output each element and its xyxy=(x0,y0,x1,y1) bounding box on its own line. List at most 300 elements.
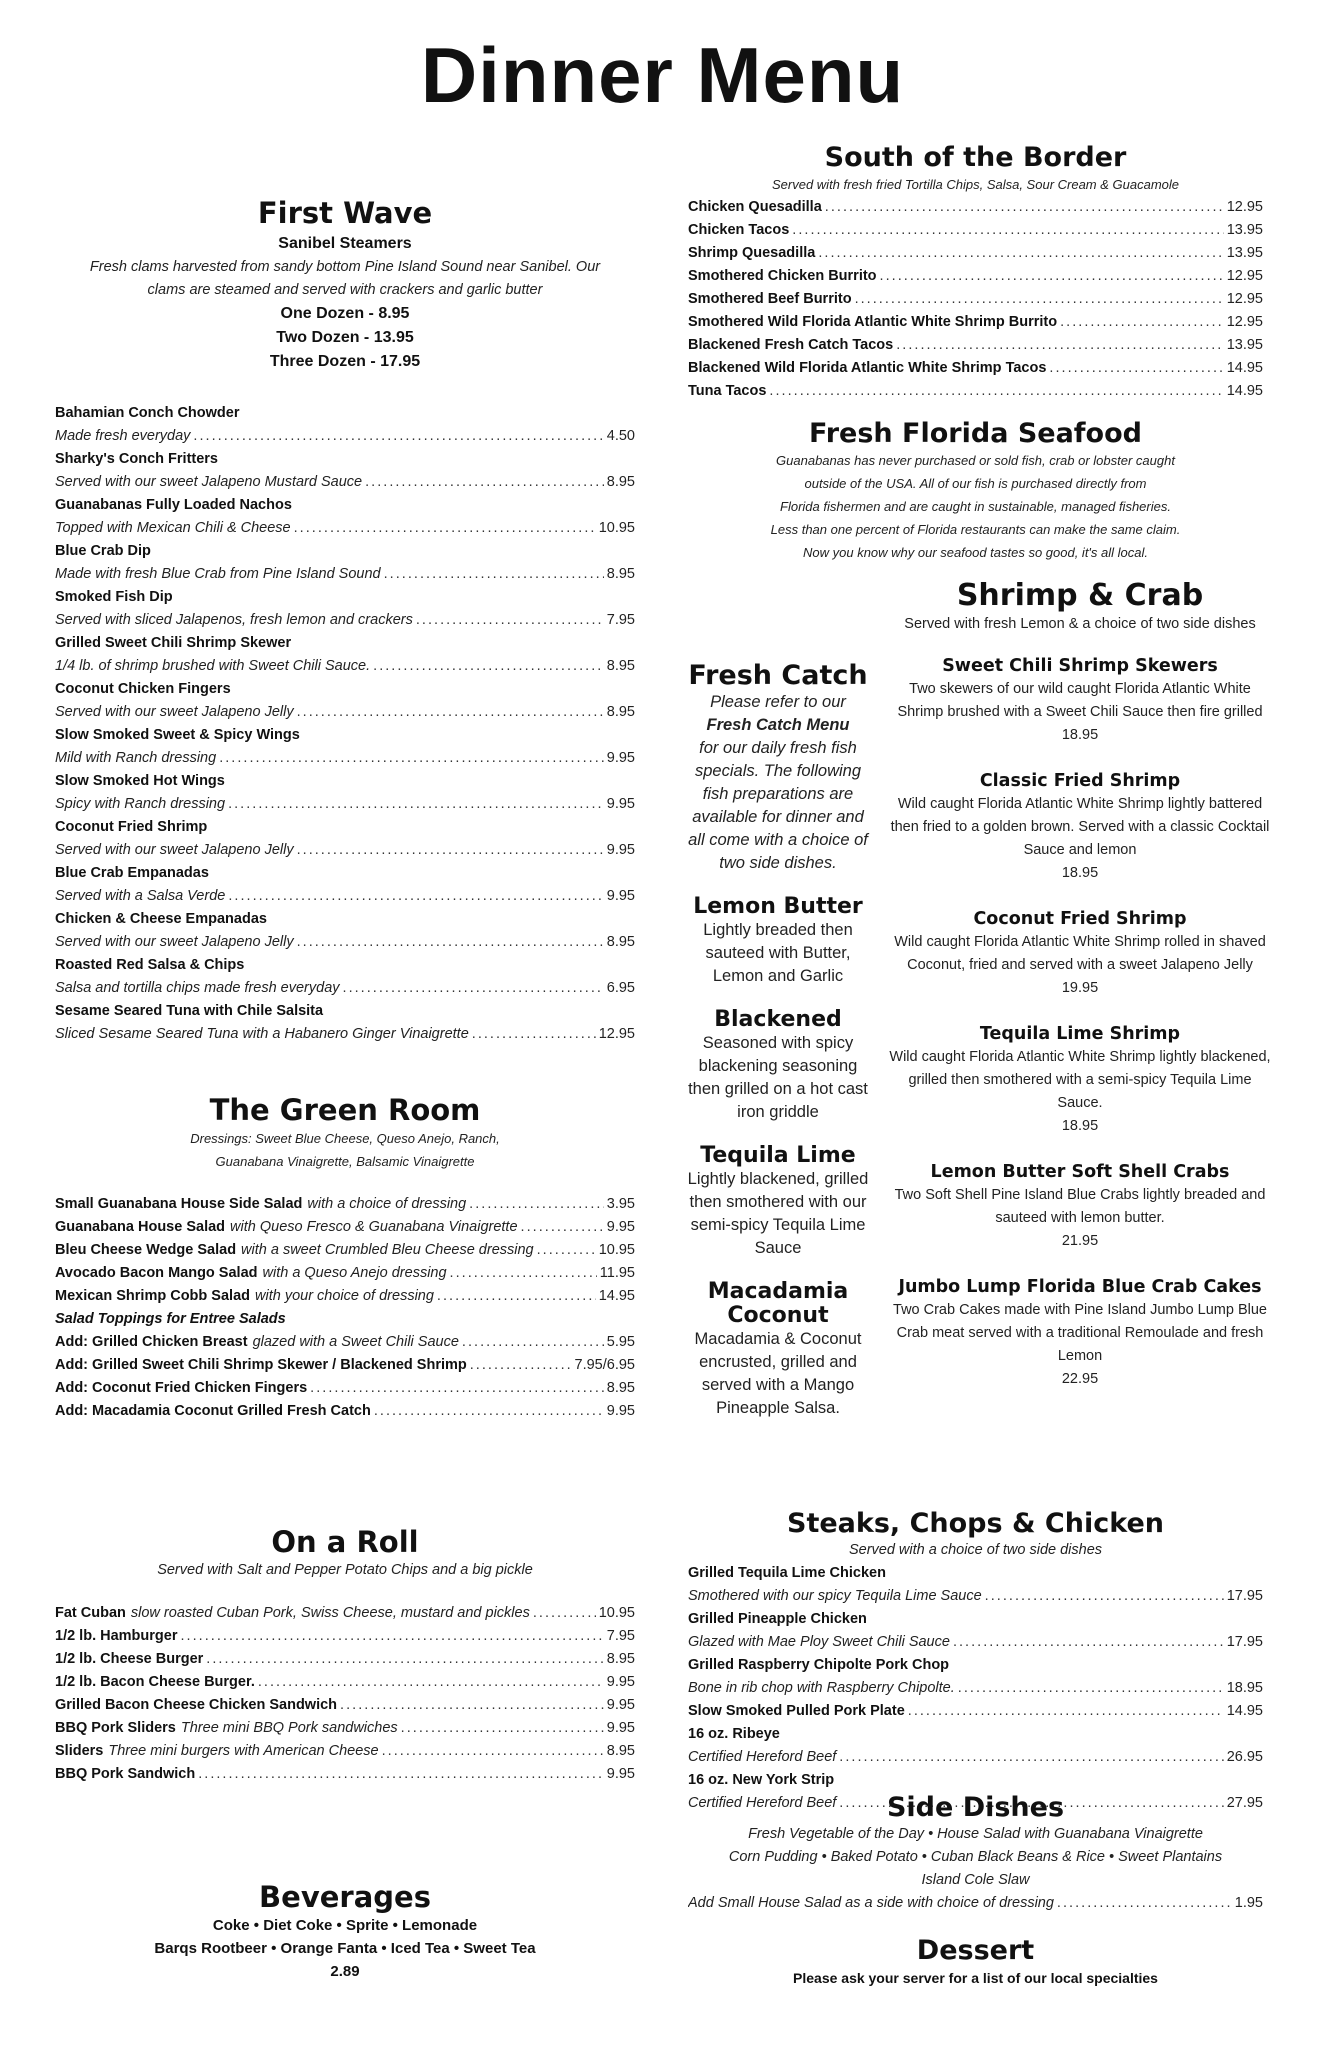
menu-item-row xyxy=(55,885,635,908)
menu-item-price: 11.95 xyxy=(599,1265,635,1281)
menu-item-name: Grilled Sweet Chili Shrimp Skewer xyxy=(55,635,292,651)
menu-item-name: Fat Cuban xyxy=(55,1605,126,1621)
menu-item-row xyxy=(55,655,635,678)
menu-item-row xyxy=(688,1746,1263,1769)
menu-item-row xyxy=(688,288,1263,311)
shrimp-crab-section xyxy=(885,578,1275,1413)
menu-item-desc: with a choice of dressing xyxy=(307,1196,467,1212)
menu-item-row xyxy=(55,517,635,540)
beverages-line-2: Barqs Rootbeer • Orange Fanta • Iced Tea • Sweet Tea xyxy=(154,1940,536,1957)
steaks-section xyxy=(688,1508,1263,1815)
menu-item-price: 9.95 xyxy=(606,1720,635,1736)
menu-item-name: 16 oz. New York Strip xyxy=(688,1772,835,1788)
menu-item-row xyxy=(55,701,635,724)
menu-item-name: Bahamian Conch Chowder xyxy=(55,405,240,421)
dot-leader xyxy=(470,1354,572,1377)
menu-item-price: 9.95 xyxy=(606,796,635,812)
page-title: Dinner Menu xyxy=(420,31,905,119)
menu-item-row xyxy=(688,196,1263,219)
first-wave-section xyxy=(55,196,635,374)
prep-macadamia-desc: Macadamia & Coconut encrusted, grilled and served with a Mango Pineapple Salsa. xyxy=(694,1330,862,1417)
menu-item-price: 10.95 xyxy=(598,1605,635,1621)
dot-leader xyxy=(437,1285,596,1308)
green-room-desc-1: Dressings: Sweet Blue Cheese, Queso Anejo, Ranch, xyxy=(190,1131,500,1146)
menu-item-price: 8.95 xyxy=(606,474,635,490)
steaks-desc: Served with a choice of two side dishes xyxy=(848,1542,1103,1558)
menu-item-row xyxy=(55,1694,635,1717)
menu-item-price: 4.50 xyxy=(606,428,635,444)
dot-leader xyxy=(880,265,1224,288)
shrimp-crab-item-desc: Two skewers of our wild caught Florida Atlantic White Shrimp brushed with a Sweet Chili Sauce then fire grilled xyxy=(897,681,1263,720)
menu-item-name: Guanabana House Salad xyxy=(55,1219,226,1235)
menu-item-price: 17.95 xyxy=(1226,1634,1263,1650)
menu-item-desc: Bone in rib chop with Raspberry Chipolte. xyxy=(688,1680,955,1696)
dot-leader xyxy=(537,1239,596,1262)
shrimp-crab-item-name: Jumbo Lump Florida Blue Crab Cakes xyxy=(898,1277,1262,1297)
menu-item-desc: Smothered with our spicy Tequila Lime Sauce xyxy=(688,1588,982,1604)
dot-leader xyxy=(825,196,1224,219)
menu-item-name: Grilled Bacon Cheese Chicken Sandwich xyxy=(55,1697,338,1713)
menu-item-row xyxy=(55,977,635,1000)
fresh-catch-title: Fresh Catch xyxy=(688,660,868,691)
dot-leader xyxy=(908,1700,1224,1723)
first-wave-desc-1: Fresh clams harvested from sandy bottom Pine Island Sound near Sanibel. Our xyxy=(89,259,601,275)
shrimp-crab-item xyxy=(885,1022,1275,1138)
menu-item-desc: Made with fresh Blue Crab from Pine Island Sound xyxy=(55,566,381,582)
shrimp-crab-item-name: Coconut Fried Shrimp xyxy=(973,909,1187,929)
menu-item-row xyxy=(55,1023,635,1046)
menu-item-name: Add: Macadamia Coconut Grilled Fresh Catch xyxy=(55,1403,371,1419)
menu-item-row xyxy=(688,334,1263,357)
menu-item-name: Shrimp Quesadilla xyxy=(688,245,816,261)
menu-item-name: Blue Crab Empanadas xyxy=(55,865,209,881)
menu-item-price: 9.95 xyxy=(606,1219,635,1235)
dot-leader xyxy=(401,1717,604,1740)
menu-item-price: 14.95 xyxy=(1226,360,1263,376)
menu-item-price: 5.95 xyxy=(606,1334,635,1350)
dot-leader xyxy=(469,1193,604,1216)
seafood-line-4: Less than one percent of Florida restaurants can make the same claim. xyxy=(770,522,1181,537)
menu-item-price: 17.95 xyxy=(1226,1588,1263,1604)
menu-item-row xyxy=(688,311,1263,334)
sides-line-3: Island Cole Slaw xyxy=(921,1872,1030,1888)
menu-item-name: Coconut Fried Shrimp xyxy=(55,819,208,835)
menu-item-name: Bleu Cheese Wedge Salad xyxy=(55,1242,237,1258)
on-a-roll-section xyxy=(55,1525,635,1786)
dot-leader xyxy=(416,609,604,632)
menu-item-desc: Spicy with Ranch dressing xyxy=(55,796,226,812)
menu-item-row xyxy=(55,1625,635,1648)
menu-item-row xyxy=(55,1717,635,1740)
menu-item-row xyxy=(55,471,635,494)
south-border-title: South of the Border xyxy=(824,142,1127,173)
dot-leader xyxy=(769,380,1223,403)
dot-leader xyxy=(839,1746,1223,1769)
menu-item-desc: Certified Hereford Beef xyxy=(688,1795,837,1811)
menu-item-price: 14.95 xyxy=(598,1288,635,1304)
menu-item-desc: with Queso Fresco & Guanabana Vinaigrette xyxy=(230,1219,518,1235)
menu-item-row xyxy=(688,265,1263,288)
dot-leader xyxy=(818,242,1223,265)
menu-item-name: Grilled Raspberry Chipolte Pork Chop xyxy=(688,1657,950,1673)
prep-tequila-lime-desc: Lightly blackened, grilled then smothered with our semi-spicy Tequila Lime Sauce xyxy=(687,1170,869,1257)
dot-leader xyxy=(896,334,1223,357)
dot-leader xyxy=(472,1023,596,1046)
menu-item-desc: Served with sliced Jalapenos, fresh lemon and crackers xyxy=(55,612,413,628)
menu-item-price: 26.95 xyxy=(1226,1749,1263,1765)
menu-item-price: 9.95 xyxy=(606,1766,635,1782)
menu-item-price: 12.95 xyxy=(598,1026,635,1042)
on-a-roll-title: On a Roll xyxy=(271,1525,419,1559)
dot-leader xyxy=(521,1216,604,1239)
menu-item-desc: with a sweet Crumbled Bleu Cheese dressing xyxy=(241,1242,534,1258)
menu-item-row xyxy=(688,242,1263,265)
menu-item-name: Avocado Bacon Mango Salad xyxy=(55,1265,258,1281)
menu-item-name: Coconut Chicken Fingers xyxy=(55,681,231,697)
menu-item-name: 16 oz. Ribeye xyxy=(688,1726,780,1742)
menu-item-price: 9.95 xyxy=(606,1697,635,1713)
toppings-list xyxy=(55,1331,635,1423)
menu-item-row xyxy=(55,1193,635,1216)
menu-item-desc: Served with our sweet Jalapeno Mustard Sauce xyxy=(55,474,363,490)
menu-item-price: 7.95 xyxy=(606,1628,635,1644)
menu-item-price: 8.95 xyxy=(606,1380,635,1396)
first-wave-desc-2: clams are steamed and served with crackers and garlic butter xyxy=(147,282,543,298)
green-room-desc-2: Guanabana Vinaigrette, Balsamic Vinaigrette xyxy=(215,1154,475,1169)
south-border-list xyxy=(688,196,1263,403)
dot-leader xyxy=(310,1377,604,1400)
fresh-catch-intro-2: Fresh Catch Menu xyxy=(706,716,850,734)
dot-leader xyxy=(374,1400,604,1423)
dot-leader xyxy=(180,1625,603,1648)
menu-item-row xyxy=(55,1671,635,1694)
menu-item-name: Sharky's Conch Fritters xyxy=(55,451,218,467)
menu-item-desc: Three mini BBQ Pork sandwiches xyxy=(180,1720,398,1736)
shrimp-crab-item-price: 22.95 xyxy=(1061,1371,1099,1387)
menu-item-row xyxy=(55,1377,635,1400)
shrimp-crab-desc: Served with fresh Lemon & a choice of two side dishes xyxy=(904,616,1256,632)
beverages-section xyxy=(55,1880,635,1983)
menu-item-row xyxy=(55,931,635,954)
menu-item-name: Blackened Fresh Catch Tacos xyxy=(688,337,894,353)
menu-item-row xyxy=(688,1631,1263,1654)
menu-item-name: Add: Grilled Chicken Breast xyxy=(55,1334,248,1350)
sides-add-desc: Add Small House Salad as a side with choice of dressing xyxy=(688,1895,1054,1911)
dot-leader xyxy=(258,1671,604,1694)
menu-item-desc: Served with our sweet Jalapeno Jelly xyxy=(55,934,294,950)
menu-item-desc: glazed with a Sweet Chili Sauce xyxy=(252,1334,459,1350)
dot-leader xyxy=(198,1763,604,1786)
on-a-roll-desc: Served with Salt and Pepper Potato Chips and a big pickle xyxy=(157,1562,533,1578)
seafood-line-5: Now you know why our seafood tastes so good, it's all local. xyxy=(803,545,1148,560)
prep-blackened-desc: Seasoned with spicy blackening seasoning then grilled on a hot cast iron griddle xyxy=(688,1034,868,1121)
menu-item-name: Blue Crab Dip xyxy=(55,543,151,559)
menu-item-price: 6.95 xyxy=(606,980,635,996)
fresh-catch-intro-1: Please refer to our xyxy=(710,693,846,711)
salads-list xyxy=(55,1193,635,1308)
menu-item-row xyxy=(55,1216,635,1239)
shrimp-crab-item-desc: Wild caught Florida Atlantic White Shrimp lightly blackened, grilled then smothered with a semi-spicy Tequila Lime Sauce. xyxy=(889,1049,1271,1111)
dot-leader xyxy=(297,701,604,724)
menu-item-desc: 1/4 lb. of shrimp brushed with Sweet Chili Sauce. xyxy=(55,658,371,674)
shrimp-crab-title: Shrimp & Crab xyxy=(956,578,1204,613)
menu-item-price: 27.95 xyxy=(1226,1795,1263,1811)
menu-item-desc: Three mini burgers with American Cheese xyxy=(108,1743,379,1759)
seafood-section xyxy=(688,418,1263,564)
menu-item-price: 12.95 xyxy=(1226,199,1263,215)
menu-item-name: Slow Smoked Hot Wings xyxy=(55,773,225,789)
menu-item-name: Smothered Beef Burrito xyxy=(688,291,852,307)
prep-blackened-title: Blackened xyxy=(714,1007,842,1032)
dot-leader xyxy=(193,425,603,448)
first-wave-title: First Wave xyxy=(257,196,433,230)
menu-item-row xyxy=(55,563,635,586)
menu-item-price: 8.95 xyxy=(606,566,635,582)
dot-leader xyxy=(1049,357,1223,380)
menu-item-row xyxy=(55,1648,635,1671)
beverages-line-1: Coke • Diet Coke • Sprite • Lemonade xyxy=(212,1917,478,1934)
shrimp-crab-item-name: Classic Fried Shrimp xyxy=(979,771,1181,791)
menu-item-price: 8.95 xyxy=(606,1743,635,1759)
dot-leader xyxy=(340,1694,604,1717)
green-room-title: The Green Room xyxy=(209,1093,481,1127)
menu-item-name: Chicken Tacos xyxy=(688,222,790,238)
menu-item-name: Add: Coconut Fried Chicken Fingers xyxy=(55,1380,308,1396)
menu-item-row xyxy=(55,1331,635,1354)
dot-leader xyxy=(985,1585,1224,1608)
menu-item-price: 7.95 xyxy=(606,612,635,628)
menu-item-row xyxy=(688,380,1263,403)
seafood-title: Fresh Florida Seafood xyxy=(809,418,1142,449)
menu-item-row xyxy=(55,1262,635,1285)
shrimp-crab-item-price: 18.95 xyxy=(1061,865,1099,881)
seafood-line-1: Guanabanas has never purchased or sold fish, crab or lobster caught xyxy=(776,453,1175,468)
shrimp-crab-item xyxy=(885,1160,1275,1253)
menu-item-row xyxy=(688,1677,1263,1700)
menu-item-price: 13.95 xyxy=(1226,337,1263,353)
menu-item-price: 14.95 xyxy=(1226,383,1263,399)
toppings-title: Salad Toppings for Entree Salads xyxy=(55,1311,286,1327)
dot-leader xyxy=(855,288,1224,311)
prep-lemon-butter-desc: Lightly breaded then sauteed with Butter, Lemon and Garlic xyxy=(703,921,853,985)
menu-item-row xyxy=(55,1285,635,1308)
fresh-catch-section xyxy=(683,660,873,1420)
menu-item-name: 1/2 lb. Bacon Cheese Burger. xyxy=(55,1674,255,1690)
menu-item-name: Roasted Red Salsa & Chips xyxy=(55,957,245,973)
shrimp-crab-item-desc: Two Crab Cakes made with Pine Island Jumbo Lump Blue Crab meat served with a traditional Remoulade and fresh Lemon xyxy=(893,1302,1267,1364)
menu-item-row xyxy=(688,1585,1263,1608)
menu-item-row xyxy=(55,793,635,816)
menu-item-name: Chicken Quesadilla xyxy=(688,199,822,215)
menu-item-name: Add: Grilled Sweet Chili Shrimp Skewer / Blackened Shrimp xyxy=(55,1357,467,1373)
sides-add-row xyxy=(688,1892,1263,1915)
menu-item-price: 10.95 xyxy=(598,520,635,536)
shrimp-crab-item xyxy=(885,769,1275,885)
shrimp-crab-item-desc: Wild caught Florida Atlantic White Shrimp lightly battered then fried to a golden brown. Served with a classic Cocktail Sauce and lemon xyxy=(890,796,1270,858)
dot-leader xyxy=(206,1648,603,1671)
menu-item-name: Guanabanas Fully Loaded Nachos xyxy=(55,497,292,513)
menu-item-desc: Salsa and tortilla chips made fresh everyday xyxy=(55,980,340,996)
menu-item-desc: with a Queso Anejo dressing xyxy=(262,1265,447,1281)
shrimp-crab-item-price: 21.95 xyxy=(1061,1233,1099,1249)
menu-item-price: 8.95 xyxy=(606,658,635,674)
dot-leader xyxy=(365,471,604,494)
dot-leader xyxy=(219,747,604,770)
menu-item-name: Grilled Pineapple Chicken xyxy=(688,1611,867,1627)
dot-leader xyxy=(373,655,604,678)
dot-leader xyxy=(533,1602,596,1625)
steamers-price-2: Two Dozen - 13.95 xyxy=(276,329,414,346)
dot-leader xyxy=(228,885,603,908)
menu-item-desc: Sliced Sesame Seared Tuna with a Habanero Ginger Vinaigrette xyxy=(55,1026,469,1042)
menu-item-row xyxy=(55,747,635,770)
appetizers-list xyxy=(55,402,635,1046)
seafood-line-2: outside of the USA. All of our fish is purchased directly from xyxy=(804,476,1147,491)
menu-item-name: Blackened Wild Florida Atlantic White Shrimp Tacos xyxy=(688,360,1047,376)
menu-item-row xyxy=(688,1700,1263,1723)
dot-leader xyxy=(1060,311,1224,334)
dot-leader xyxy=(792,219,1223,242)
dot-leader xyxy=(384,563,604,586)
beverages-title: Beverages xyxy=(259,1880,431,1914)
dot-leader xyxy=(228,793,604,816)
menu-item-desc: with your choice of dressing xyxy=(255,1288,434,1304)
menu-item-row xyxy=(55,425,635,448)
menu-item-price: 12.95 xyxy=(1226,268,1263,284)
menu-item-desc: Topped with Mexican Chili & Cheese xyxy=(55,520,291,536)
south-border-desc: Served with fresh fried Tortilla Chips, Salsa, Sour Cream & Guacamole xyxy=(771,177,1180,192)
dot-leader xyxy=(450,1262,597,1285)
menu-item-name: Smothered Wild Florida Atlantic White Shrimp Burrito xyxy=(688,314,1058,330)
menu-item-row xyxy=(55,1239,635,1262)
menu-item-row xyxy=(55,1354,635,1377)
dessert-desc: Please ask your server for a list of our local specialties xyxy=(793,1970,1158,1986)
shrimp-crab-item-price: 18.95 xyxy=(1061,727,1099,743)
shrimp-crab-item-name: Lemon Butter Soft Shell Crabs xyxy=(930,1162,1230,1182)
sides-line-2: Corn Pudding • Baked Potato • Cuban Black Beans & Rice • Sweet Plantains xyxy=(728,1849,1223,1865)
sanibel-steamers-title: Sanibel Steamers xyxy=(278,235,412,252)
dessert-title: Dessert xyxy=(916,1935,1035,1966)
dot-leader xyxy=(297,931,604,954)
shrimp-crab-item-name: Tequila Lime Shrimp xyxy=(979,1024,1181,1044)
menu-item-name: Slow Smoked Sweet & Spicy Wings xyxy=(55,727,300,743)
dot-leader xyxy=(294,517,596,540)
menu-item-name: Tuna Tacos xyxy=(688,383,767,399)
menu-item-name: BBQ Pork Sliders xyxy=(55,1720,176,1736)
shrimp-crab-item xyxy=(885,654,1275,747)
shrimp-crab-item xyxy=(885,907,1275,1000)
menu-item-desc: Certified Hereford Beef xyxy=(688,1749,837,1765)
menu-item-desc: Served with a Salsa Verde xyxy=(55,888,226,904)
dot-leader xyxy=(343,977,604,1000)
menu-item-price: 9.95 xyxy=(606,750,635,766)
fresh-catch-intro-3: for our daily fresh fish specials. The following fish preparations are available for dinner and all come with a choice of two side dishes. xyxy=(688,739,868,872)
menu-item-price: 18.95 xyxy=(1226,1680,1263,1696)
prep-macadamia-title: Macadamia Coconut xyxy=(707,1279,849,1328)
menu-item-price: 13.95 xyxy=(1226,222,1263,238)
shrimp-crab-item-price: 19.95 xyxy=(1061,980,1099,996)
shrimp-crab-item-desc: Wild caught Florida Atlantic White Shrimp rolled in shaved Coconut, fried and served with a sweet Jalapeno Jelly xyxy=(894,934,1266,973)
menu-item-name: Small Guanabana House Side Salad xyxy=(55,1196,303,1212)
menu-item-name: Mexican Shrimp Cobb Salad xyxy=(55,1288,250,1304)
menu-item-desc: Mild with Ranch dressing xyxy=(55,750,217,766)
menu-item-name: Sesame Seared Tuna with Chile Salsita xyxy=(55,1003,324,1019)
menu-item-name: Smothered Chicken Burrito xyxy=(688,268,877,284)
menu-item-price: 12.95 xyxy=(1226,314,1263,330)
shrimp-crab-item-desc: Two Soft Shell Pine Island Blue Crabs lightly breaded and sauteed with lemon butter. xyxy=(894,1187,1266,1226)
sides-line-1: Fresh Vegetable of the Day • House Salad with Guanabana Vinaigrette xyxy=(748,1826,1203,1842)
sides-section xyxy=(688,1792,1263,1915)
menu-item-row xyxy=(55,1602,635,1625)
menu-item-row xyxy=(688,219,1263,242)
menu-item-name: 1/2 lb. Cheese Burger xyxy=(55,1651,204,1667)
rolls-list xyxy=(55,1602,635,1786)
steamers-price-1: One Dozen - 8.95 xyxy=(280,305,410,322)
shrimp-crab-item-name: Sweet Chili Shrimp Skewers xyxy=(942,656,1218,676)
sides-add-price: 1.95 xyxy=(1234,1895,1263,1911)
steaks-list xyxy=(688,1562,1263,1815)
menu-item-price: 9.95 xyxy=(606,888,635,904)
south-border-section xyxy=(688,142,1263,403)
menu-item-desc: Made fresh everyday xyxy=(55,428,191,444)
sides-title: Side Dishes xyxy=(886,1792,1065,1823)
menu-item-price: 10.95 xyxy=(598,1242,635,1258)
menu-item-row xyxy=(688,357,1263,380)
menu-item-row xyxy=(55,839,635,862)
menu-item-name: Sliders xyxy=(55,1743,104,1759)
menu-item-price: 9.95 xyxy=(606,842,635,858)
dot-leader xyxy=(953,1631,1224,1654)
beverages-price: 2.89 xyxy=(330,1963,360,1980)
menu-item-name: Slow Smoked Pulled Pork Plate xyxy=(688,1703,905,1719)
dot-leader xyxy=(297,839,604,862)
menu-item-price: 9.95 xyxy=(606,1403,635,1419)
menu-item-price: 7.95/6.95 xyxy=(574,1357,635,1373)
menu-item-desc: Served with our sweet Jalapeno Jelly xyxy=(55,842,294,858)
dot-leader xyxy=(1057,1892,1232,1915)
menu-item-name: Smoked Fish Dip xyxy=(55,589,173,605)
menu-item-name: BBQ Pork Sandwich xyxy=(55,1766,196,1782)
shrimp-crab-list xyxy=(885,654,1275,1391)
seafood-line-3: Florida fishermen and are caught in sustainable, managed fisheries. xyxy=(780,499,1171,514)
menu-item-price: 8.95 xyxy=(606,1651,635,1667)
menu-item-row xyxy=(55,1400,635,1423)
prep-lemon-butter-title: Lemon Butter xyxy=(693,894,863,919)
dot-leader xyxy=(382,1740,604,1763)
menu-item-row xyxy=(55,609,635,632)
menu-item-desc: Glazed with Mae Ploy Sweet Chili Sauce xyxy=(688,1634,950,1650)
shrimp-crab-item xyxy=(885,1275,1275,1391)
menu-item-price: 8.95 xyxy=(606,934,635,950)
green-room-section xyxy=(55,1093,635,1423)
menu-item-price: 12.95 xyxy=(1226,291,1263,307)
menu-item-name: Grilled Tequila Lime Chicken xyxy=(688,1565,886,1581)
menu-item-price: 8.95 xyxy=(606,704,635,720)
menu-item-name: 1/2 lb. Hamburger xyxy=(55,1628,178,1644)
menu-item-name: Chicken & Cheese Empanadas xyxy=(55,911,267,927)
menu-item-row xyxy=(55,1740,635,1763)
shrimp-crab-item-price: 18.95 xyxy=(1061,1118,1099,1134)
dot-leader xyxy=(462,1331,604,1354)
menu-item-price: 14.95 xyxy=(1226,1703,1263,1719)
steaks-title: Steaks, Chops & Chicken xyxy=(787,1508,1164,1539)
menu-item-price: 9.95 xyxy=(606,1674,635,1690)
menu-item-row xyxy=(55,1763,635,1786)
menu-item-price: 3.95 xyxy=(606,1196,635,1212)
menu-item-desc: slow roasted Cuban Pork, Swiss Cheese, mustard and pickles xyxy=(130,1605,530,1621)
steamers-price-3: Three Dozen - 17.95 xyxy=(269,353,421,370)
dot-leader xyxy=(958,1677,1224,1700)
